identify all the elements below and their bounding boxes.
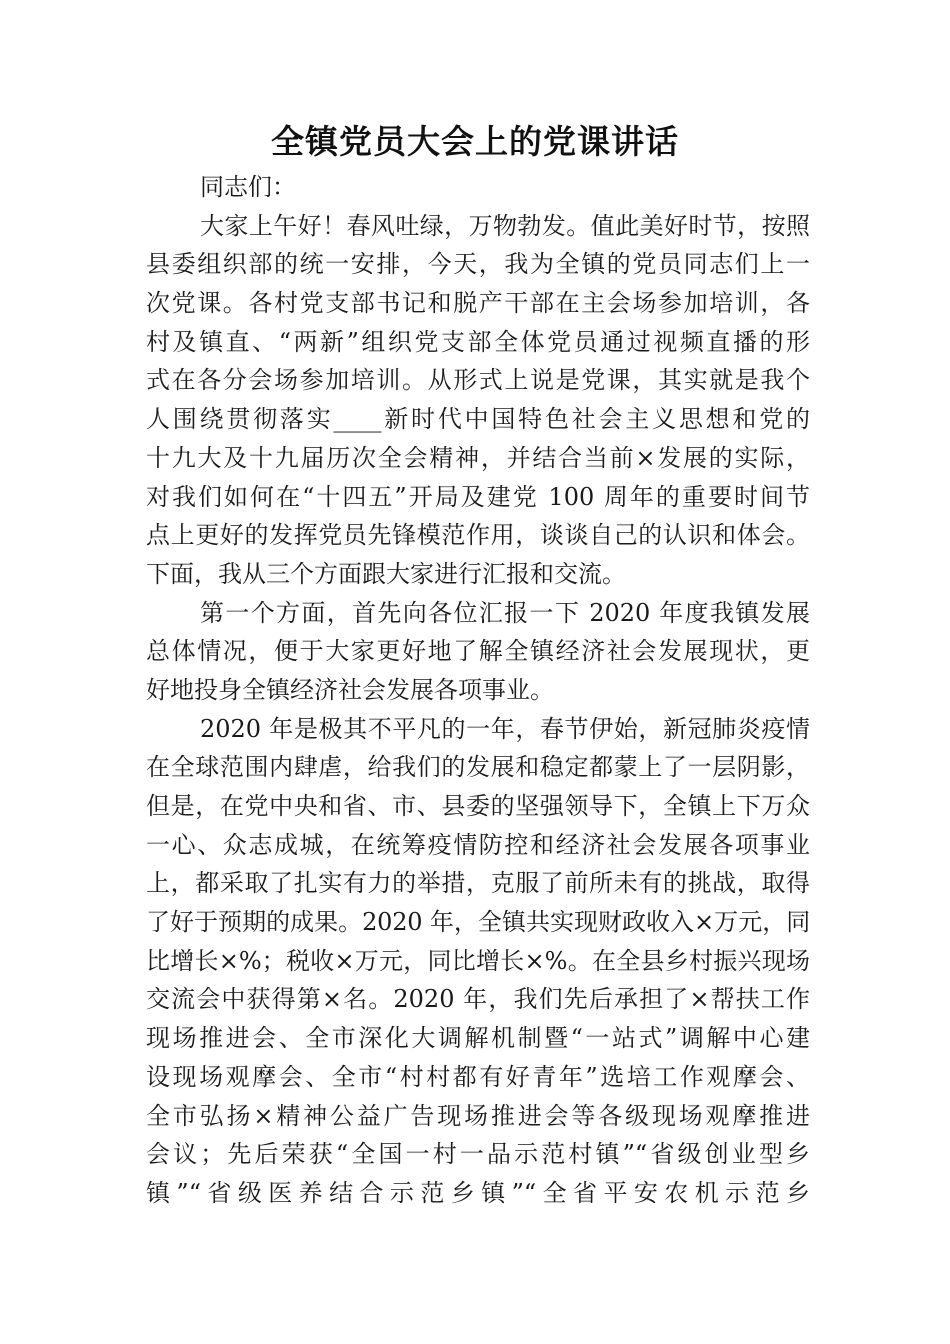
body-text-line: 式在各分会场参加培训。从形式上说是党课，其实就是我个 bbox=[146, 366, 810, 395]
body-text-line: 交流会中获得第×名。2020 年，我们先后承担了×帮扶工作 bbox=[146, 985, 810, 1014]
body-text-line: 十九大及十九届历次全会精神，并结合当前×发展的实际， bbox=[146, 443, 810, 472]
body-text-line: 了好于预期的成果。2020 年，全镇共实现财政收入×万元，同 bbox=[146, 908, 810, 937]
body-text-line: 县委组织部的统一安排，今天，我为全镇的党员同志们上一 bbox=[146, 250, 810, 279]
body-text-line: 点上更好的发挥党员先锋模范作用，谈谈自己的认识和体会。 bbox=[146, 521, 810, 550]
body-text-line: 镇”“省级医养结合示范乡镇”“全省平安农机示范乡 bbox=[146, 1178, 810, 1207]
body-text-line: 现场推进会、全市深化大调解机制暨“一站式”调解中心建 bbox=[146, 1024, 810, 1053]
body-text-line: 设现场观摩会、全市“村村都有好青年”选培工作观摩会、 bbox=[146, 1062, 810, 1091]
body-text-line: 村及镇直、“两新”组织党支部全体党员通过视频直播的形 bbox=[146, 327, 810, 356]
body-text-line: 但是，在党中央和省、市、县委的坚强领导下，全镇上下万众 bbox=[146, 792, 810, 820]
body-text-line: 大家上午好！春风吐绿，万物勃发。值此美好时节，按照 bbox=[200, 211, 810, 240]
body-text-line: 上，都采取了扎实有力的举措，克服了前所未有的挑战，取得 bbox=[146, 869, 810, 898]
body-text-line: 人围绕贯彻落实____新时代中国特色社会主义思想和党的 bbox=[146, 405, 810, 434]
body-text-line: 第一个方面，首先向各位汇报一下 2020 年度我镇发展 bbox=[200, 598, 810, 627]
body-text-line: 一心、众志成城，在统筹疫情防控和经济社会发展各项事业 bbox=[146, 830, 810, 859]
body-text-line: 比增长×%；税收×万元，同比增长×%。在全县乡村振兴现场 bbox=[146, 946, 810, 975]
body-text-line: 好地投身全镇经济社会发展各项事业。 bbox=[146, 675, 554, 704]
body-text-line: 在全球范围内肆虐，给我们的发展和稳定都蒙上了一层阴影， bbox=[146, 753, 810, 782]
body-text-line: 2020 年是极其不平凡的一年，春节伊始，新冠肺炎疫情 bbox=[200, 714, 810, 743]
body-text-line: 总体情况，便于大家更好地了解全镇经济社会发展现状，更 bbox=[146, 637, 810, 666]
document-body bbox=[146, 168, 810, 1213]
body-text-line: 对我们如何在“十四五”开局及建党 100 周年的重要时间节 bbox=[146, 482, 810, 511]
body-text-line: 同志们： bbox=[200, 173, 296, 201]
body-text-line: 会议；先后荣获“全国一村一品示范村镇”“省级创业型乡 bbox=[146, 1140, 810, 1169]
body-text-line: 全市弘扬×精神公益广告现场推进会等各级现场观摩推进 bbox=[146, 1101, 810, 1130]
document-title: 全镇党员大会上的党课讲话 bbox=[271, 122, 679, 161]
body-text-line: 下面，我从三个方面跟大家进行汇报和交流。 bbox=[146, 559, 626, 588]
body-text-line: 次党课。各村党支部书记和脱产干部在主会场参加培训，各 bbox=[146, 289, 810, 318]
